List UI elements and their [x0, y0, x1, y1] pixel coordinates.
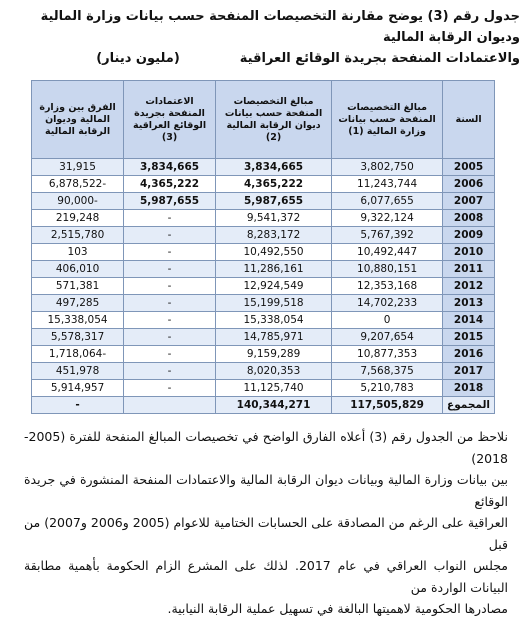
caption-unit: (مليون دينار)	[96, 51, 180, 66]
table-row	[32, 159, 495, 176]
cell-c2: 8,283,172	[215, 227, 331, 244]
cell-c4: 31,915	[32, 159, 124, 176]
cell-c3: -	[124, 261, 216, 278]
header-col2: مبالغ التخصيصات المنفحة حسب بيانات ديوان الرقابة المالية (2)	[215, 81, 331, 159]
table-row	[32, 261, 495, 278]
cell-c2: 3,834,665	[215, 159, 331, 176]
cell-c4: 497,285	[32, 295, 124, 312]
cell-c1: 0	[332, 312, 443, 329]
year-cell: 2015	[443, 329, 495, 346]
cell-c3: -	[124, 329, 216, 346]
table-row	[32, 312, 495, 329]
table-row	[32, 363, 495, 380]
year-cell: 2010	[443, 244, 495, 261]
table-row	[32, 380, 495, 397]
header-col3: الاعتمادات المنفحة بجريدة الوقائع العراقية (3)	[124, 81, 216, 159]
cell-c4: 15,338,054	[32, 312, 124, 329]
cell-c1: 10,492,447	[332, 244, 443, 261]
cell-c2: 4,365,222	[215, 176, 331, 193]
table-row	[32, 244, 495, 261]
total-c4: -	[32, 397, 124, 414]
cell-c4: 103	[32, 244, 124, 261]
cell-c3: -	[124, 346, 216, 363]
table-row	[32, 295, 495, 312]
year-cell: 2005	[443, 159, 495, 176]
year-cell: 2016	[443, 346, 495, 363]
cell-c2: 9,159,289	[215, 346, 331, 363]
cell-c1: 12,353,168	[332, 278, 443, 295]
cell-c2: 10,492,550	[215, 244, 331, 261]
cell-c4: 451,978	[32, 363, 124, 380]
cell-c1: 9,207,654	[332, 329, 443, 346]
year-cell: 2017	[443, 363, 495, 380]
year-cell: 2009	[443, 227, 495, 244]
cell-c3: 3,834,665	[124, 159, 216, 176]
cell-c2: 5,987,655	[215, 193, 331, 210]
cell-c2: 11,286,161	[215, 261, 331, 278]
paragraph-line-4: مجلس النواب العراقي في عام 2017. لذلك على المشرع الزام الحكومة بأهمية مطابقة البيانات الواردة من	[24, 558, 509, 595]
cell-c1: 7,568,375	[332, 363, 443, 380]
year-cell: 2014	[443, 312, 495, 329]
cell-c4: 219,248	[32, 210, 124, 227]
caption-line-2-row	[8, 48, 520, 69]
cell-c3: -	[124, 278, 216, 295]
paragraph-line-1: نلاحظ من الجدول رقم (3) أعلاه الفارق الواضح في تخصيصات المبالغ المنفحة للفترة (2005- 2018)	[24, 429, 508, 466]
cell-c1: 10,877,353	[332, 346, 443, 363]
cell-c3: 4,365,222	[124, 176, 216, 193]
cell-c3: -	[124, 227, 216, 244]
cell-c2: 9,541,372	[215, 210, 331, 227]
cell-c3: -	[124, 295, 216, 312]
total-label: المجموع	[443, 397, 495, 414]
year-cell: 2011	[443, 261, 495, 278]
cell-c4: 571,381	[32, 278, 124, 295]
cell-c4: 5,914,957	[32, 380, 124, 397]
cell-c4: -6,878,522	[32, 176, 124, 193]
paragraph-line-2: بين بيانات وزارة المالية وبيانات ديوان الرقابة المالية والاعتمادات المنفحة المنشورة في جريدة الوقائع	[24, 472, 508, 509]
cell-c2: 15,199,518	[215, 295, 331, 312]
cell-c1: 5,210,783	[332, 380, 443, 397]
cell-c4: -1,718,064	[32, 346, 124, 363]
cell-c3: -	[124, 210, 216, 227]
caption-line-2: والاعتمادات المنفحة بجريدة الوقائع العراقية	[239, 51, 520, 66]
cell-c2: 14,785,971	[215, 329, 331, 346]
cell-c3: -	[124, 380, 216, 397]
table-row	[32, 193, 495, 210]
cell-c4: 2,515,780	[32, 227, 124, 244]
cell-c2: 15,338,054	[215, 312, 331, 329]
table-row	[32, 346, 495, 363]
table-row	[32, 210, 495, 227]
cell-c2: 11,125,740	[215, 380, 331, 397]
header-col1: مبالغ التخصيصات المنفحة حسب بيانات وزارة المالية (1)	[332, 81, 443, 159]
total-row	[32, 397, 495, 414]
cell-c1: 6,077,655	[332, 193, 443, 210]
cell-c1: 10,880,151	[332, 261, 443, 278]
cell-c2: 8,020,353	[215, 363, 331, 380]
caption-line-1: جدول رقم (3) يوضح مقارنة التخصيصات المنفحة حسب بيانات وزارة المالية وديوان الرقابة المالية	[40, 9, 520, 45]
year-cell: 2007	[443, 193, 495, 210]
cell-c3: -	[124, 363, 216, 380]
total-c1: 117,505,829	[332, 397, 443, 414]
year-cell: 2013	[443, 295, 495, 312]
table-row	[32, 278, 495, 295]
cell-c3: -	[124, 312, 216, 329]
table-row	[32, 227, 495, 244]
cell-c3: -	[124, 244, 216, 261]
year-cell: 2018	[443, 380, 495, 397]
cell-c4: 406,010	[32, 261, 124, 278]
paragraph-line-3: العراقية على الرغم من المصادقة على الحسابات الختامية للاعوام (2005 و2006 و2007) من قبل	[24, 515, 508, 552]
header-row	[32, 81, 495, 159]
cell-c1: 3,802,750	[332, 159, 443, 176]
allocations-table	[31, 80, 495, 414]
total-c2: 140,344,271	[215, 397, 331, 414]
cell-c1: 11,243,744	[332, 176, 443, 193]
cell-c1: 9,322,124	[332, 210, 443, 227]
cell-c3: 5,987,655	[124, 193, 216, 210]
year-cell: 2008	[443, 210, 495, 227]
cell-c1: 14,702,233	[332, 295, 443, 312]
cell-c4: 5,578,317	[32, 329, 124, 346]
analysis-paragraph	[24, 426, 508, 620]
table-row	[32, 329, 495, 346]
total-c3	[124, 397, 216, 414]
header-year: السنة	[443, 81, 495, 159]
paragraph-line-5: مصادرها الحكومية لاهميتها البالغة في تسهيل عملية الرقابة النيابية.	[167, 601, 508, 616]
year-cell: 2006	[443, 176, 495, 193]
header-col4: الفرق بين وزارة المالية وديوان الرقابة المالية	[32, 81, 124, 159]
table-row	[32, 176, 495, 193]
year-cell: 2012	[443, 278, 495, 295]
table-caption	[8, 6, 520, 69]
cell-c4: -90,000	[32, 193, 124, 210]
cell-c2: 12,924,549	[215, 278, 331, 295]
cell-c1: 5,767,392	[332, 227, 443, 244]
